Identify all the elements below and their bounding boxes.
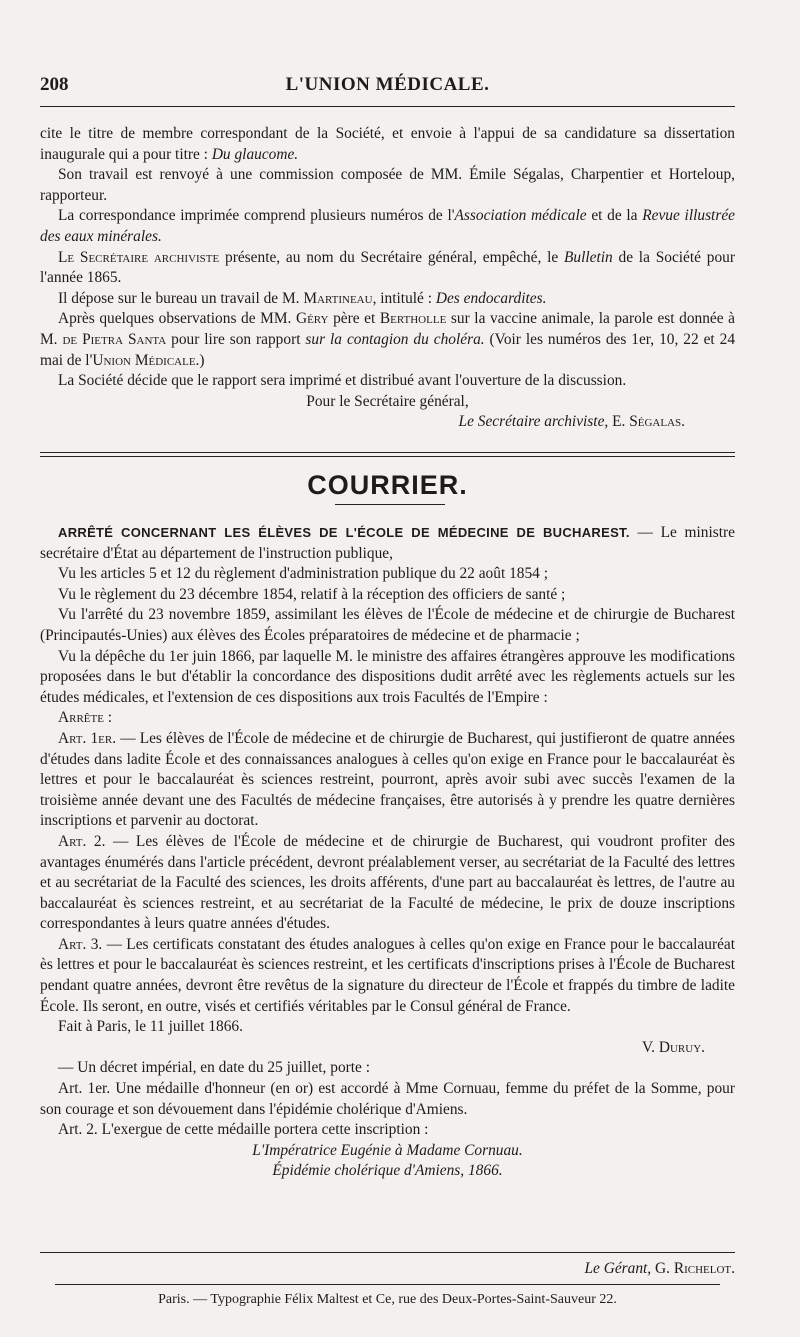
paragraph: ARRÊTÉ CONCERNANT LES ÉLÈVES DE L'ÉCOLE DE MÉDECINE DE BUCHAREST. — Le ministre secrétaire d'État au département de l'instruction publique, <box>40 524 736 562</box>
paragraph: cite le titre de membre correspondant de la Société, et envoie à l'appui de sa candidature sa dissertation inaugurale qui a pour titre : Du glaucome. <box>40 125 735 163</box>
paragraph: Le Secrétaire archiviste présente, au nom du Secrétaire général, empêché, le Bulletin de la Société pour l'année 1865. <box>40 248 735 287</box>
paragraph: Art. 2. L'exergue de cette médaille portera cette inscription : <box>58 1121 429 1139</box>
signature-line: Pour le Secrétaire général, <box>306 392 469 410</box>
paragraph: Vu le règlement du 23 décembre 1854, relatif à la réception des officiers de santé ; <box>58 585 566 603</box>
printer-imprint: Paris. — Typographie Félix Maltest et Ce, rue des Deux-Portes-Saint-Sauveur 22. <box>158 1292 617 1307</box>
paragraph: La Société décide que le rapport sera imprimé et distribué avant l'ouverture de la discussion. <box>58 372 627 390</box>
gerant-signature: Le Gérant, G. Richelot. <box>584 1260 735 1277</box>
page-number: 208 <box>40 74 69 95</box>
inscription-line: L'Impératrice Eugénie à Madame Cornuau. <box>252 1141 523 1159</box>
page-header <box>40 74 735 102</box>
arrete-heading: Arrête : <box>58 709 113 727</box>
paragraph: La correspondance imprimée comprend plusieurs numéros de l'Association médicale et de la Revue illustrée des eaux minérales. <box>40 207 735 245</box>
paragraph: Fait à Paris, le 11 juillet 1866. <box>58 1018 243 1036</box>
footer-rule <box>55 1284 720 1285</box>
section-rule <box>40 456 735 457</box>
paragraph: — Un décret impérial, en date du 25 juillet, porte : <box>58 1059 370 1077</box>
paragraph: Il dépose sur le bureau un travail de M. Martineau, intitulé : Des endocardites. <box>58 289 547 307</box>
paragraph: Art. 1er. Une médaille d'honneur (en or) est accordé à Mme Cornuau, femme du préfet de la Somme, pour son courage et son dévouement dans l'épidémie cholérique d'Amiens. <box>40 1080 735 1118</box>
gerant-rule <box>40 1252 735 1253</box>
title-underline <box>335 504 445 505</box>
paragraph: Après quelques observations de MM. Géry père et Bertholle sur la vaccine animale, la parole est donnée à M. de Pietra Santa pour lire son rapport sur la contagion du choléra. (Voir les numéros des 1er, 10, 22 et 24 mai de l'Union Médicale.) <box>40 310 736 369</box>
section-title: COURRIER. <box>307 470 468 500</box>
society-minutes <box>40 124 735 433</box>
header-rule <box>40 106 735 107</box>
article: Art. 1er. — Les élèves de l'École de médecine et de chirurgie de Bucharest, qui justifieront de quatre années d'études dans ladite École et des connaissances analogues à celles qu'on exige en France pour le baccalauréat ès lettres et pour le baccalauréat ès sciences restreint, pourront, après avoir subi avec succès l'examen de la troisième année devant une des Facultés de médecine françaises, être autorisés à y prendre les quatre dernières inscriptions et parvenir au doctorat. <box>40 729 736 830</box>
paragraph: Vu l'arrêté du 23 novembre 1859, assimilant les élèves de l'École de médecine et de chirurgie de Bucharest (Principautés-Unies) aux élèves des Écoles préparatoires de médecine et de pharmacie ; <box>40 606 735 644</box>
paragraph: Vu les articles 5 et 12 du règlement d'administration publique du 22 août 1854 ; <box>58 565 548 583</box>
paragraph: Vu la dépêche du 1er juin 1866, par laquelle M. le ministre des affaires étrangères approuve les modifications proposées dans le but d'établir la concordance des dispositions dudit arrêté avec les règlements actuels sur les études médicales, et l'extension de ces dispositions aux trois Facultés de l'Empire : <box>40 647 735 706</box>
signature: V. Duruy. <box>642 1038 705 1056</box>
running-title: L'UNION MÉDICALE. <box>285 74 490 95</box>
article: Art. 2. — Les élèves de l'École de médecine et de chirurgie de Bucharest, qui voudront profiter des avantages énumérés dans l'article précédent, devront préalablement verser, au secrétariat de la Faculté des lettres et au secrétariat de la Faculté des sciences, les droits afférents, d'une part au baccalauréat ès lettres, de l'autre au baccalauréat ès sciences restreint, et au secrétariat de la Faculté de médecine, le prix de douze inscriptions correspondantes à leurs quatre années d'études. <box>40 832 736 933</box>
courrier-body <box>40 523 735 1182</box>
article: Art. 3. — Les certificats constatant des études analogues à celles qu'on exige en France pour le baccalauréat ès lettres et pour le baccalauréat ès sciences restreint, et les certificats d'inscriptions prises à l'École de Bucharest pendant quatre années, devront être revêtus de la signature du directeur de l'École et frappés du timbre de ladite École. Ils seront, en outre, visés et certifiés véritables par le Consul général de France. <box>40 935 736 1015</box>
signature: Le Secrétaire archiviste, E. Ségalas. <box>458 413 685 431</box>
section-rule <box>40 452 735 453</box>
paragraph: Son travail est renvoyé à une commission composée de MM. Émile Ségalas, Charpentier et Horteloup, rapporteur. <box>40 166 735 204</box>
inscription-line: Épidémie cholérique d'Amiens, 1866. <box>272 1162 503 1180</box>
